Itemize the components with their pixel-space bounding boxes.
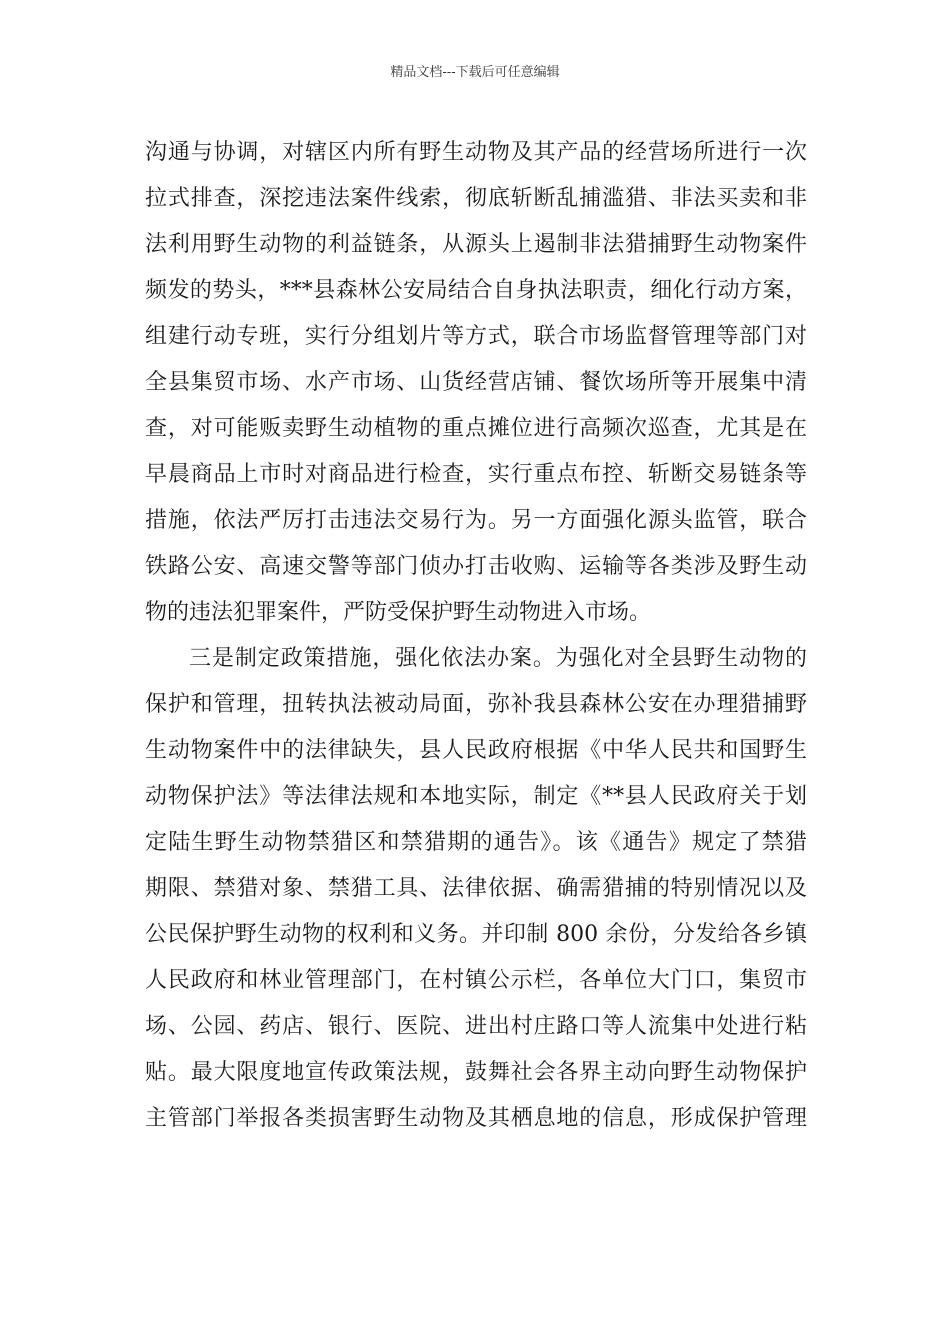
text-line: 人民政府和林业管理部门，在村镇公示栏，各单位大门口，集贸市 — [145, 968, 807, 993]
text-line: 贴。最大限度地宣传政策法规，鼓舞社会各界主动向野生动物保护 — [145, 1060, 807, 1085]
text-line: 场、公园、药店、银行、医院、进出村庄路口等人流集中处进行粘 — [145, 1014, 807, 1039]
text-line: 沟通与协调，对辖区内所有野生动物及其产品的经营场所进行一次 — [145, 140, 807, 165]
text-line: 生动物案件中的法律缺失，县人民政府根据《中华人民共和国野生 — [145, 738, 807, 763]
text-line: 早晨商品上市时对商品进行检查，实行重点布控、斩断交易链条等 — [145, 462, 807, 487]
text-line: 拉式排查，深挖违法案件线索，彻底斩断乱捕滥猎、非法买卖和非 — [145, 186, 807, 211]
text-line: 措施，依法严厉打击违法交易行为。另一方面强化源头监管，联合 — [145, 508, 807, 533]
text-line: 频发的势头，***县森林公安局结合自身执法职责，细化行动方案， — [145, 278, 807, 303]
page-header: 精品文档---下载后可任意编辑 — [390, 65, 560, 80]
text-line: 三是制定政策措施，强化依法办案。为强化对全县野生动物的 — [189, 646, 807, 671]
text-line: 主管部门举报各类损害野生动物及其栖息地的信息，形成保护管理 — [145, 1106, 807, 1131]
text-line: 全县集贸市场、水产市场、山货经营店铺、餐饮场所等开展集中清 — [145, 370, 807, 395]
text-line: 公民保护野生动物的权利和义务。并印制 800 余份，分发给各乡镇 — [145, 922, 807, 947]
text-line: 定陆生野生动物禁猎区和禁猎期的通告》。该《通告》规定了禁猎 — [145, 830, 807, 855]
text-line: 动物保护法》等法律法规和本地实际，制定《**县人民政府关于划 — [145, 784, 807, 809]
text-line: 铁路公安、高速交警等部门侦办打击收购、运输等各类涉及野生动 — [145, 554, 807, 579]
text-line: 期限、禁猎对象、禁猎工具、法律依据、确需猎捕的特别情况以及 — [145, 876, 807, 901]
text-line: 组建行动专班，实行分组划片等方式，联合市场监督管理等部门对 — [145, 324, 807, 349]
text-line: 物的违法犯罪案件，严防受保护野生动物进入市场。 — [145, 600, 652, 625]
paragraph-2 — [145, 636, 807, 1142]
text-line: 保护和管理，扭转执法被动局面，弥补我县森林公安在办理猎捕野 — [145, 692, 807, 717]
text-line: 法利用野生动物的利益链条，从源头上遏制非法猎捕野生动物案件 — [145, 232, 807, 257]
document-body — [145, 130, 807, 1142]
paragraph-1 — [145, 130, 807, 636]
text-line: 查，对可能贩卖野生动植物的重点摊位进行高频次巡查，尤其是在 — [145, 416, 807, 441]
